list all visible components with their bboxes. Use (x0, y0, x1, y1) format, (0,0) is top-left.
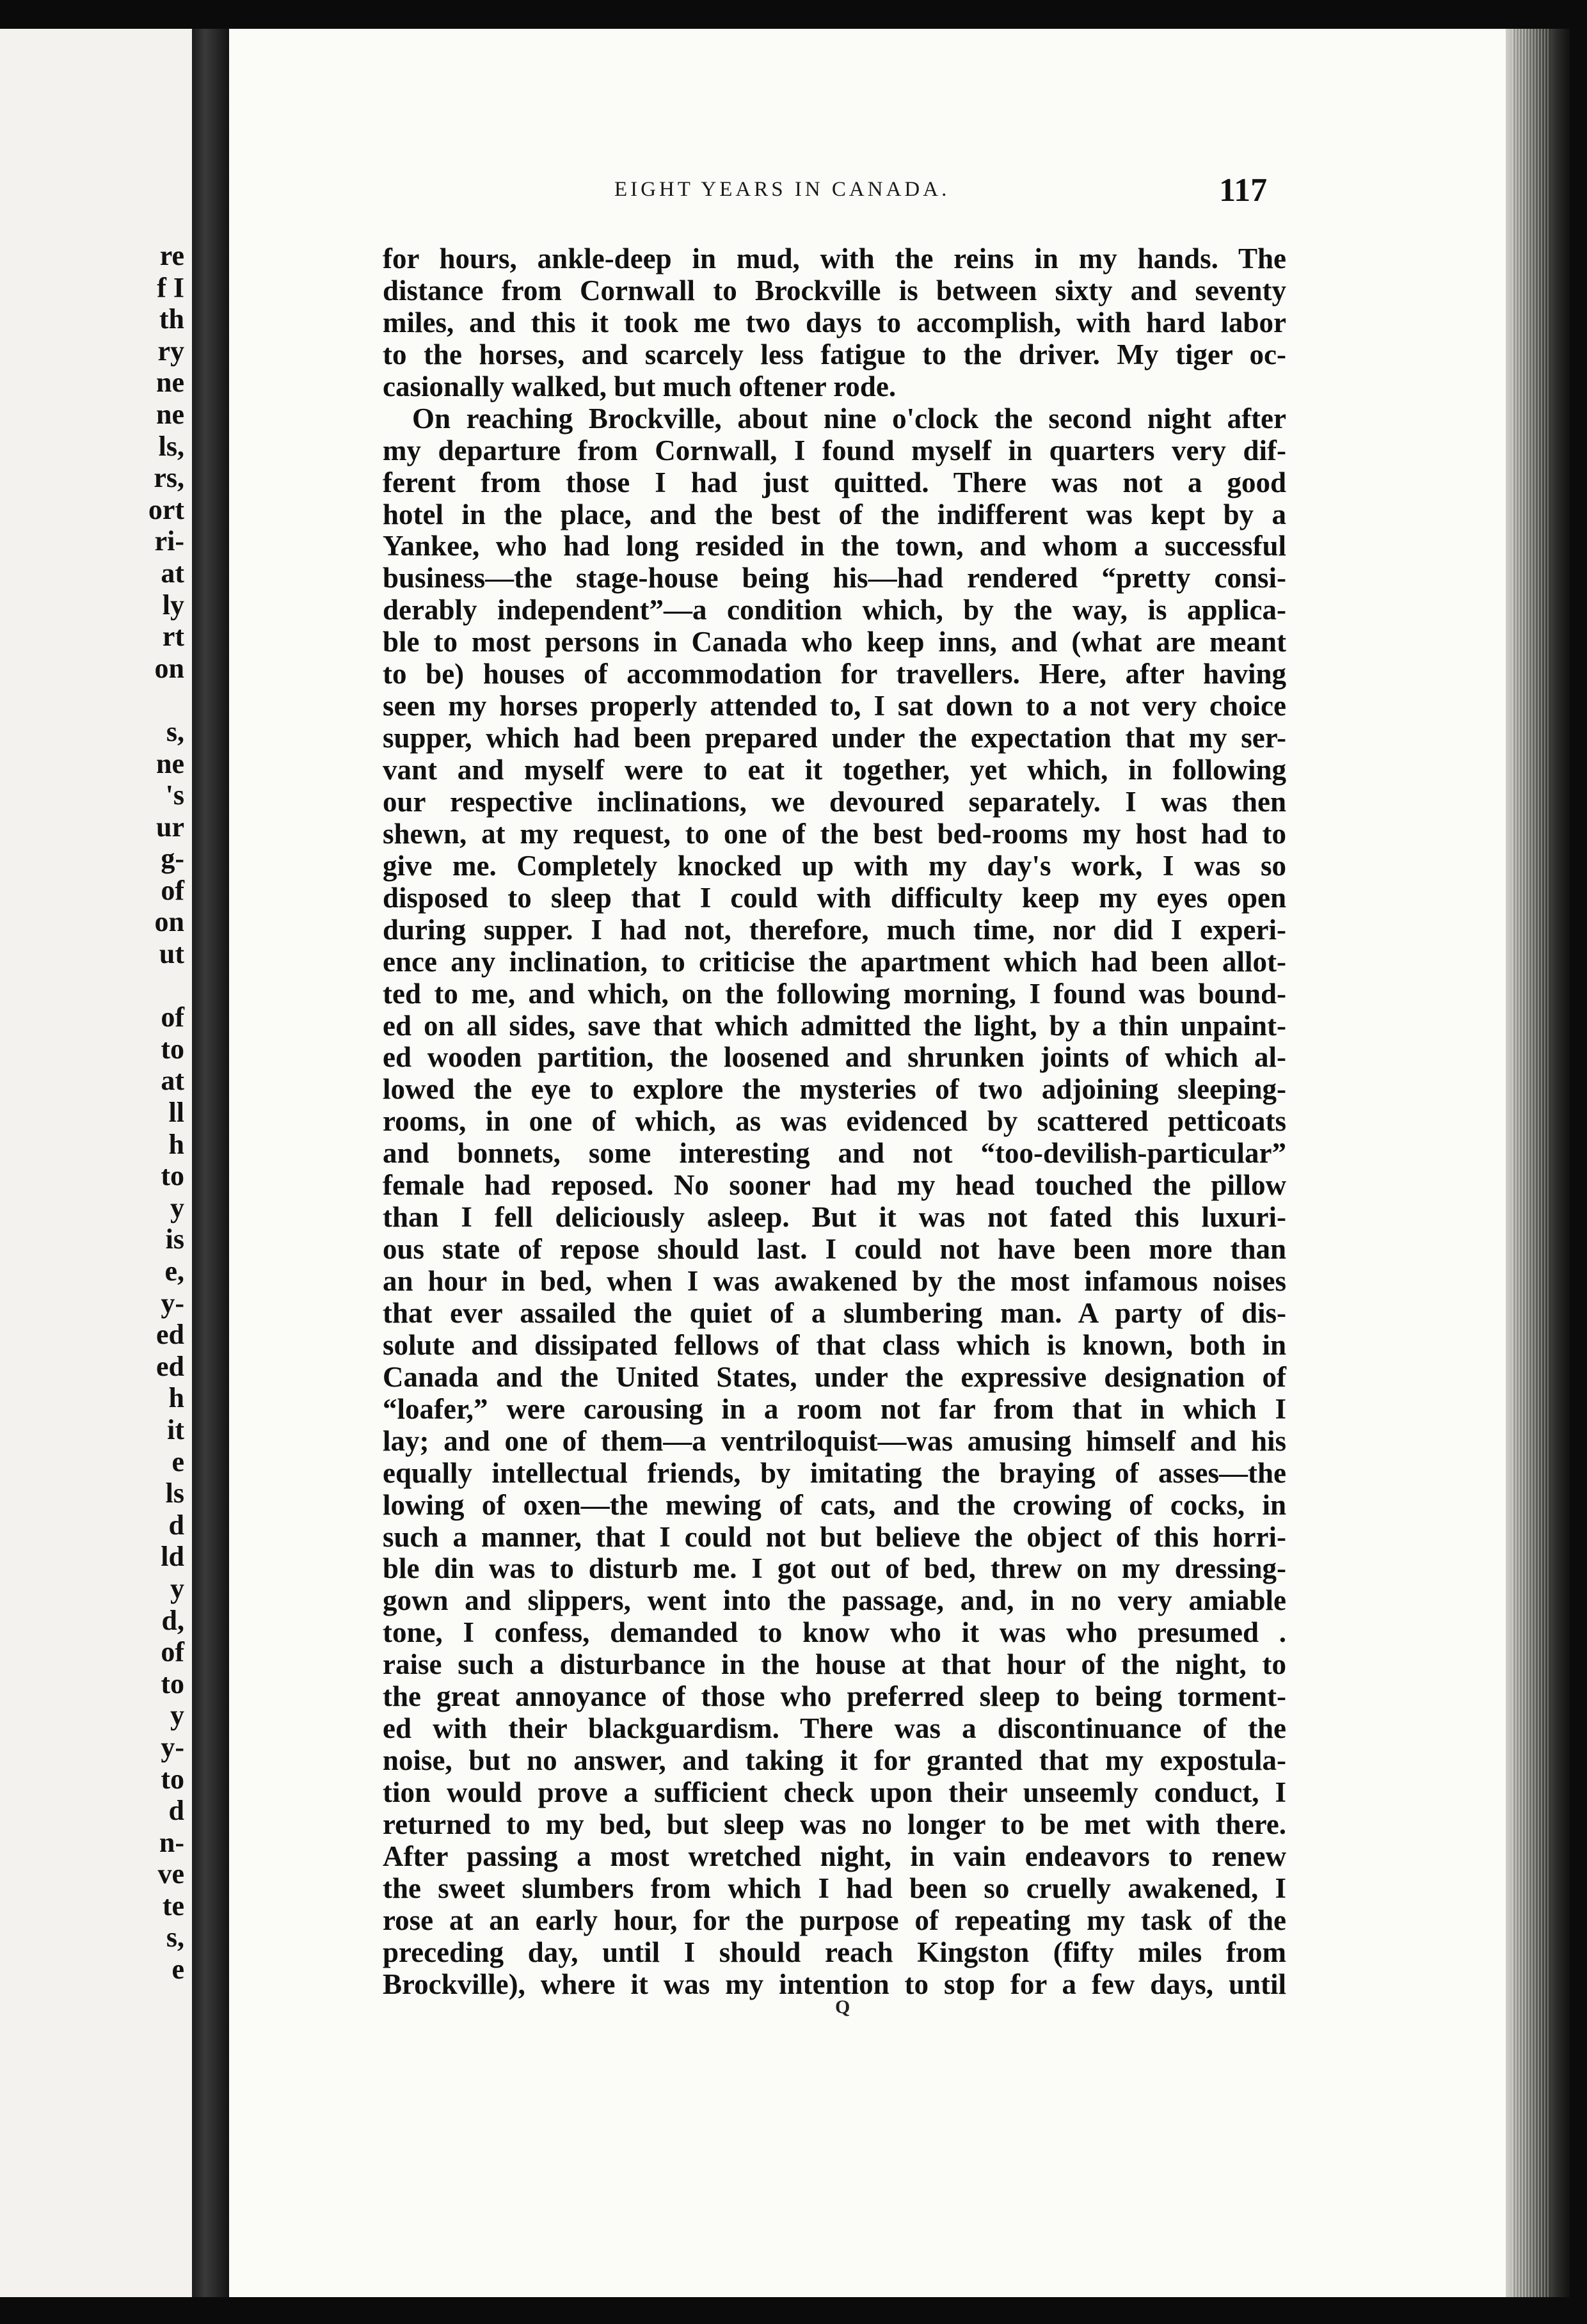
text-line: miles, and this it took me two days to accomplish, with hard labor (383, 306, 1286, 338)
text-line: that ever assailed the quiet of a slumbering man. A party of dis- (383, 1296, 1286, 1329)
facing-page-fragment: s, (166, 1922, 184, 1954)
facing-page-fragment: e, (164, 1255, 184, 1287)
facing-page-fragment: n- (159, 1826, 184, 1858)
facing-page-fragment: to (161, 1667, 184, 1699)
text-line: ted to me, and which, on the following morning, I found was bound- (383, 977, 1286, 1010)
facing-page-fragment: h (168, 1382, 184, 1414)
facing-page-fragment: ne (156, 747, 184, 779)
facing-page-line-endings (148, 240, 184, 1986)
text-line: Yankee, who had long resided in the town, and whom a successful (383, 530, 1286, 562)
text-line: ble din was to disturb me. I got out of bed, threw on my dressing- (383, 1552, 1286, 1585)
facing-page-fragment: re (159, 240, 184, 271)
facing-page-fragment: rs, (154, 462, 184, 494)
text-line: lowed the eye to explore the mysteries of two adjoining sleeping- (383, 1073, 1286, 1106)
facing-page-fragment: ry (157, 335, 184, 367)
page-edges (1506, 29, 1570, 2297)
facing-page-fragment: ld (161, 1541, 184, 1573)
text-line: to the horses, and scarcely less fatigue to the driver. My tiger oc- (383, 338, 1286, 370)
running-head: EIGHT YEARS IN CANADA. (614, 178, 950, 201)
text-line: such a manner, that I could not but believe the object of this horri- (383, 1520, 1286, 1553)
facing-page-fragment: ut (159, 938, 184, 970)
text-line: lay; and one of them—a ventriloquist—was amusing himself and his (383, 1424, 1286, 1457)
text-line: ed on all sides, save that which admitted the light, by a thin unpaint- (383, 1009, 1286, 1042)
facing-page-fragment: ri- (154, 525, 184, 557)
facing-page-fragment: of (161, 1001, 184, 1033)
text-line: our respective inclinations, we devoured separately. I was then (383, 785, 1286, 818)
facing-page-fragment: ne (156, 367, 184, 399)
text-line: lowing of oxen—the mewing of cats, and the crowing of cocks, in (383, 1488, 1286, 1521)
facing-page-fragment: e (171, 1445, 184, 1477)
text-line: to be) houses of accommodation for travellers. Here, after having (383, 658, 1286, 690)
text-line: hotel in the place, and the best of the indifferent was kept by a (383, 498, 1286, 530)
facing-page (0, 29, 192, 2297)
text-line: tone, I confess, demanded to know who it was who presumed . (383, 1616, 1286, 1649)
text-line: solute and dissipated fellows of that class which is known, both in (383, 1328, 1286, 1361)
text-line: ble to most persons in Canada who keep inns, and (what are meant (383, 626, 1286, 658)
facing-page-fragment: ll (168, 1097, 184, 1129)
facing-page-fragment: d (168, 1795, 184, 1827)
text-line: give me. Completely knocked up with my day's work, I was so (383, 849, 1286, 882)
facing-page-fragment: d, (161, 1604, 184, 1636)
facing-page-fragment: ls, (158, 430, 184, 462)
facing-page-fragment: d (168, 1509, 184, 1541)
facing-page-fragment: at (161, 557, 184, 589)
facing-page-fragment: y (170, 1191, 184, 1223)
text-line: female had reposed. No sooner had my head touched the pillow (383, 1169, 1286, 1202)
facing-page-fragment: y (170, 1572, 184, 1604)
fragment-gap (148, 684, 184, 716)
facing-page-fragment: te (162, 1890, 184, 1922)
facing-page-fragment: s, (166, 715, 184, 747)
text-line: “loafer,” were carousing in a room not far from that in which I (383, 1392, 1286, 1425)
text-line: rooms, in one of which, as was evidenced by scattered petticoats (383, 1105, 1286, 1138)
text-line: and bonnets, some interesting and not “too-devilish-particular” (383, 1137, 1286, 1170)
facing-page-fragment: is (165, 1223, 184, 1255)
text-line: the sweet slumbers from which I had been so cruelly awakened, I (383, 1872, 1286, 1904)
text-line: distance from Cornwall to Brockville is between sixty and seventy (383, 274, 1286, 306)
text-line: Brockville), where it was my intention to stop for a few days, until (383, 1968, 1286, 2000)
text-line: returned to my bed, but sleep was no longer to be met with there. (383, 1808, 1286, 1840)
facing-page-fragment: to (161, 1160, 184, 1192)
facing-page-fragment: on (154, 906, 184, 938)
text-line: On reaching Brockville, about nine o'clock the second night after (412, 402, 1286, 434)
page-number: 117 (1219, 172, 1268, 209)
text-line: supper, which had been prepared under the expectation that my ser- (383, 722, 1286, 754)
text-line: ferent from those I had just quitted. There was not a good (383, 466, 1286, 498)
text-line: my departure from Cornwall, I found myself in quarters very dif- (383, 434, 1286, 466)
text-line: disposed to sleep that I could with difficulty keep my eyes open (383, 881, 1286, 914)
facing-page-fragment: ly (162, 589, 184, 621)
facing-page-fragment: y (170, 1699, 184, 1731)
facing-page-fragment: ed (156, 1350, 184, 1382)
text-line: rose at an early hour, for the purpose of repeating my task of the (383, 1904, 1286, 1936)
facing-page-fragment: h (168, 1128, 184, 1160)
text-line: derably independent”—a condition which, by the way, is applica- (383, 594, 1286, 626)
facing-page-fragment: of (161, 1636, 184, 1668)
text-line: vant and myself were to eat it together, yet which, in following (383, 754, 1286, 786)
facing-page-fragment: to (161, 1033, 184, 1065)
text-line: ous state of repose should last. I could not have been more than (383, 1233, 1286, 1266)
fragment-gap (148, 970, 184, 1002)
facing-page-fragment: f I (157, 271, 184, 303)
body-text (383, 243, 1286, 2001)
text-line: ed wooden partition, the loosened and shrunken joints of which al- (383, 1041, 1286, 1074)
text-line: preceding day, until I should reach Kingston (fifty miles from (383, 1936, 1286, 1968)
text-line: raise such a disturbance in the house at that hour of the night, to (383, 1648, 1286, 1681)
text-line: ence any inclination, to criticise the apartment which had been allot- (383, 945, 1286, 978)
facing-page-fragment: e (171, 1954, 184, 1986)
text-line: After passing a most wretched night, in vain endeavors to renew (383, 1840, 1286, 1872)
facing-page-fragment: ls (165, 1477, 184, 1509)
facing-page-fragment: y- (161, 1287, 184, 1319)
text-line: during supper. I had not, therefore, much time, nor did I experi- (383, 913, 1286, 946)
text-line: the great annoyance of those who preferred sleep to being torment- (383, 1680, 1286, 1713)
facing-page-fragment: on (154, 652, 184, 684)
text-line: casionally walked, but much oftener rode. (383, 370, 897, 402)
text-line: shewn, at my request, to one of the best bed-rooms my host had to (383, 817, 1286, 850)
book-gutter (192, 29, 229, 2297)
facing-page-fragment: ed (156, 1319, 184, 1351)
facing-page-fragment: 's (165, 779, 184, 811)
facing-page-fragment: of (161, 874, 184, 906)
text-line: an hour in bed, when I was awakened by the most infamous noises (383, 1265, 1286, 1297)
text-line: for hours, ankle-deep in mud, with the reins in my hands. The (383, 243, 1286, 275)
text-line: noise, but no answer, and taking it for granted that my expostula- (383, 1744, 1286, 1777)
facing-page-fragment: at (161, 1065, 184, 1097)
facing-page-fragment: to (161, 1763, 184, 1795)
signature-mark: Q (835, 1996, 850, 2018)
facing-page-fragment: rt (162, 621, 184, 653)
text-line: tion would prove a sufficient check upon their unseemly conduct, I (383, 1776, 1286, 1808)
text-line: Canada and the United States, under the expressive designation of (383, 1360, 1286, 1393)
facing-page-fragment: ve (157, 1858, 184, 1890)
text-line: gown and slippers, went into the passage, and, in no very amiable (383, 1584, 1286, 1617)
facing-page-fragment: ort (148, 493, 184, 525)
facing-page-fragment: it (167, 1413, 184, 1445)
facing-page-fragment: ur (156, 811, 184, 843)
facing-page-fragment: th (159, 303, 184, 335)
text-line: equally intellectual friends, by imitating the braying of asses—the (383, 1456, 1286, 1489)
text-line: ed with their blackguardism. There was a discontinuance of the (383, 1712, 1286, 1745)
text-line: business—the stage-house being his—had rendered “pretty consi- (383, 562, 1286, 594)
facing-page-fragment: g- (161, 843, 184, 875)
text-line: than I fell deliciously asleep. But it was not fated this luxuri- (383, 1201, 1286, 1234)
text-line: seen my horses properly attended to, I sat down to a not very choice (383, 690, 1286, 722)
facing-page-fragment: y- (161, 1731, 184, 1763)
facing-page-fragment: ne (156, 398, 184, 430)
